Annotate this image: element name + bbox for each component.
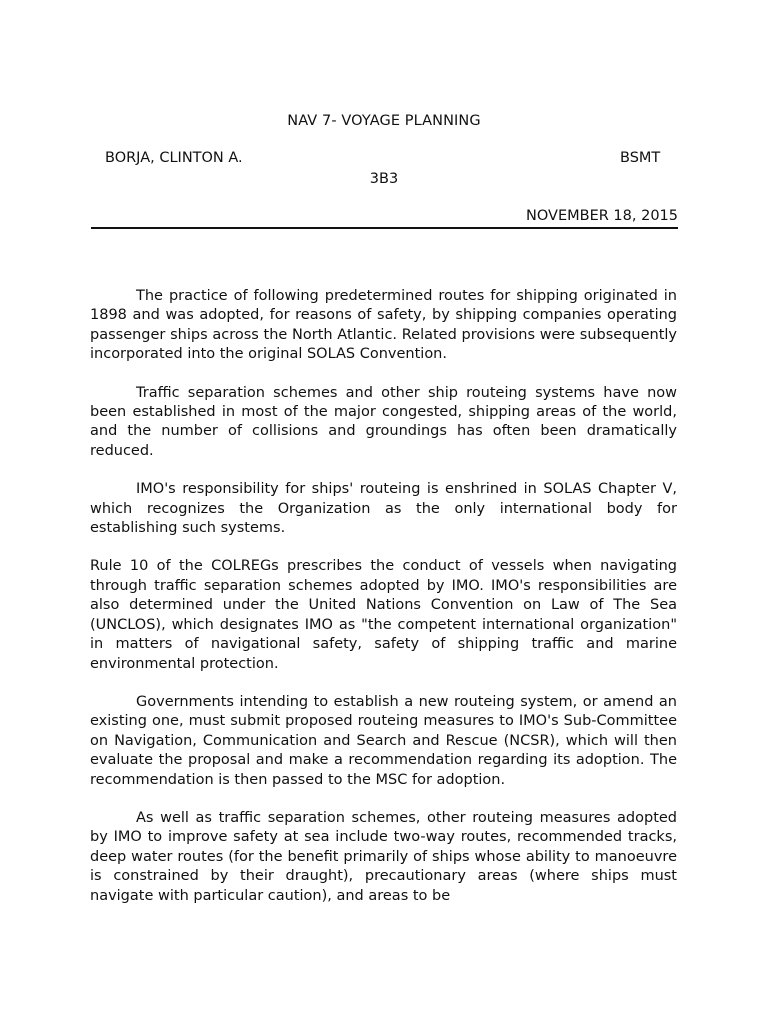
document-date: NOVEMBER 18, 2015 <box>526 208 678 224</box>
document-body <box>90 287 677 906</box>
document-title: NAV 7- VOYAGE PLANNING <box>287 113 481 129</box>
paragraph: The practice of following predetermined routes for shipping originated in 1898 and was adopted, for reasons of safety, by shipping companies operating passenger ships across the North Atlantic. Related provisions were subsequently incorporated into the original SOLAS Convention. <box>90 288 677 363</box>
course-label: BSMT <box>620 150 661 166</box>
student-name: BORJA, CLINTON A. <box>105 150 243 166</box>
header-divider <box>91 227 678 229</box>
section-label: 3B3 <box>369 171 399 187</box>
paragraph: As well as traffic separation schemes, other routeing measures adopted by IMO to improve safety at sea include two-way routes, recommended tracks, deep water routes (for the benefit primarily of ships whose ability to manoeuvre is constrained by their draught), precautionary areas (where ships must navigate with particular caution), and areas to be <box>90 809 677 904</box>
paragraph: Governments intending to establish a new routeing system, or amend an existing one, must submit proposed routeing measures to IMO's Sub-Committee on Navigation, Communication and Search and Rescue (NCSR), which will then evaluate the proposal and make a recommendation regarding its adoption. The recommendation is then passed to the MSC for adoption. <box>90 693 677 788</box>
paragraph: Rule 10 of the COLREGs prescribes the conduct of vessels when navigating through traffic separation schemes adopted by IMO. IMO's responsibilities are also determined under the United Nations Convention on Law of The Sea (UNCLOS), which designates IMO as "the competent international organization" in matters of navigational safety, safety of shipping traffic and marine environmental protection. <box>90 558 677 672</box>
paragraph: IMO's responsibility for ships' routeing is enshrined in SOLAS Chapter V, which recognizes the Organization as the only international body for establishing such systems. <box>90 481 677 537</box>
paragraph: Traffic separation schemes and other ship routeing systems have now been established in most of the major congested, shipping areas of the world, and the number of collisions and groundings has often been dramatically reduced. <box>90 384 677 459</box>
